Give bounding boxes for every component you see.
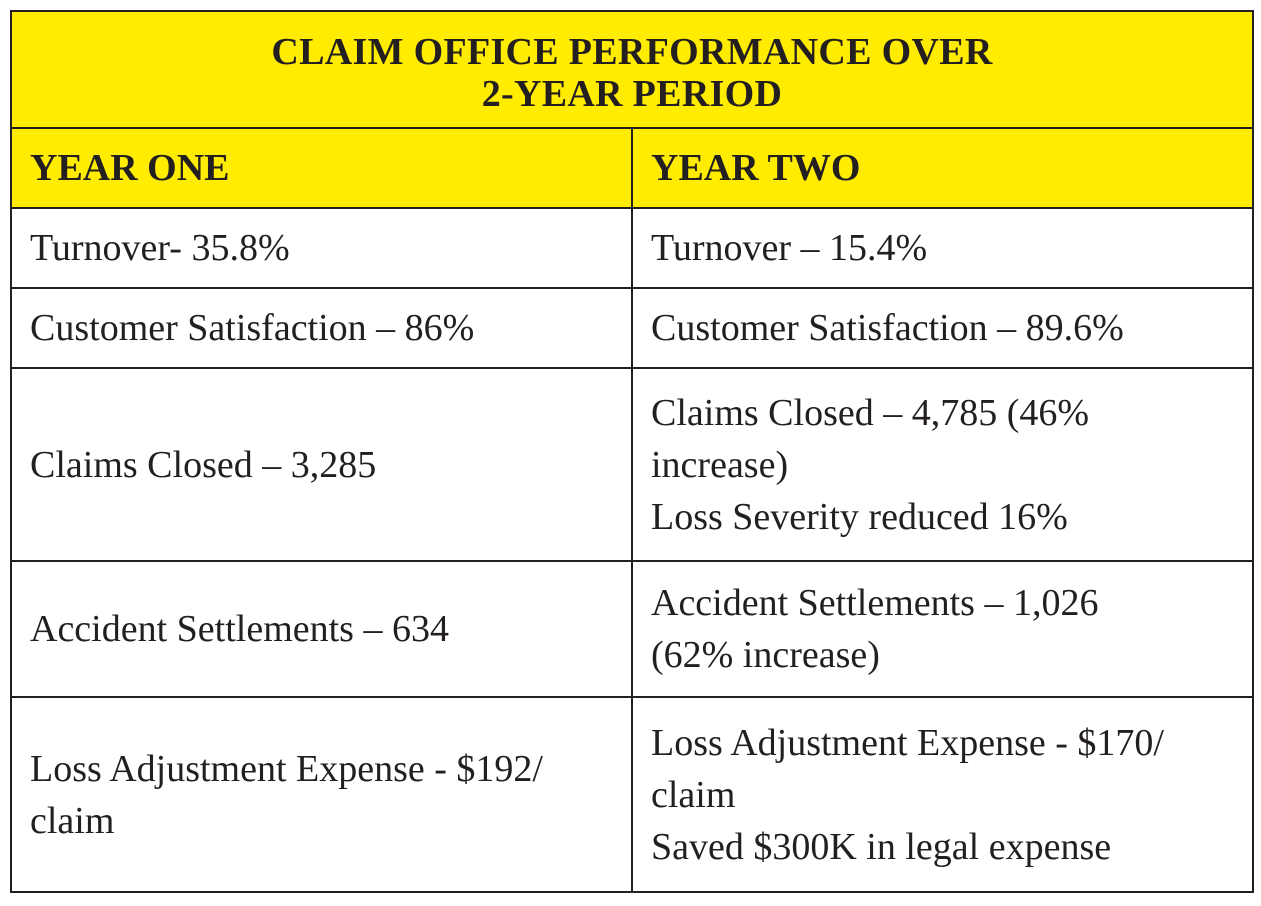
cell-text: Accident Settlements – 634 [30, 608, 449, 650]
year-one-cell [11, 288, 632, 368]
cell-text: Turnover- 35.8% [30, 227, 290, 269]
cell-text: Customer Satisfaction – 86% [30, 307, 475, 349]
table-row [11, 208, 1253, 288]
year-two-cell [632, 368, 1253, 561]
cell-text: claim [30, 799, 115, 842]
table-row [11, 288, 1253, 368]
header-row [11, 128, 1253, 208]
cell-text: (62% increase) [651, 634, 880, 676]
cell-text: Loss Adjustment Expense - $170/ [651, 721, 1164, 764]
year-two-cell [632, 288, 1253, 368]
table-title [11, 11, 1253, 128]
year-one-cell [11, 561, 632, 697]
cell-text: Customer Satisfaction – 89.6% [651, 307, 1124, 349]
title-row [11, 11, 1253, 128]
cell-text: Claims Closed – 4,785 (46% [651, 391, 1090, 434]
table-row [11, 697, 1253, 892]
year-one-cell [11, 208, 632, 288]
performance-table [10, 10, 1254, 893]
table-row [11, 368, 1253, 561]
year-one-cell [11, 697, 632, 892]
cell-text: Turnover – 15.4% [651, 227, 928, 269]
cell-text: Accident Settlements – 1,026 [651, 582, 1099, 624]
year-one-cell [11, 368, 632, 561]
cell-text: Loss Adjustment Expense - $192/ [30, 747, 543, 790]
header-year-one: YEAR ONE [11, 128, 632, 208]
cell-text: claim [651, 773, 736, 816]
year-two-cell [632, 208, 1253, 288]
year-two-cell [632, 561, 1253, 697]
table-title-line-2: 2-YEAR PERIOD [481, 72, 783, 115]
year-two-cell [632, 697, 1253, 892]
cell-text: Saved $300K in legal expense [651, 825, 1112, 868]
table-title-line-1: CLAIM OFFICE PERFORMANCE OVER [271, 30, 993, 73]
cell-text: Loss Severity reduced 16% [651, 495, 1068, 538]
cell-text: increase) [651, 443, 789, 486]
table-row [11, 561, 1253, 697]
cell-text: Claims Closed – 3,285 [30, 443, 377, 486]
header-year-two: YEAR TWO [632, 128, 1253, 208]
